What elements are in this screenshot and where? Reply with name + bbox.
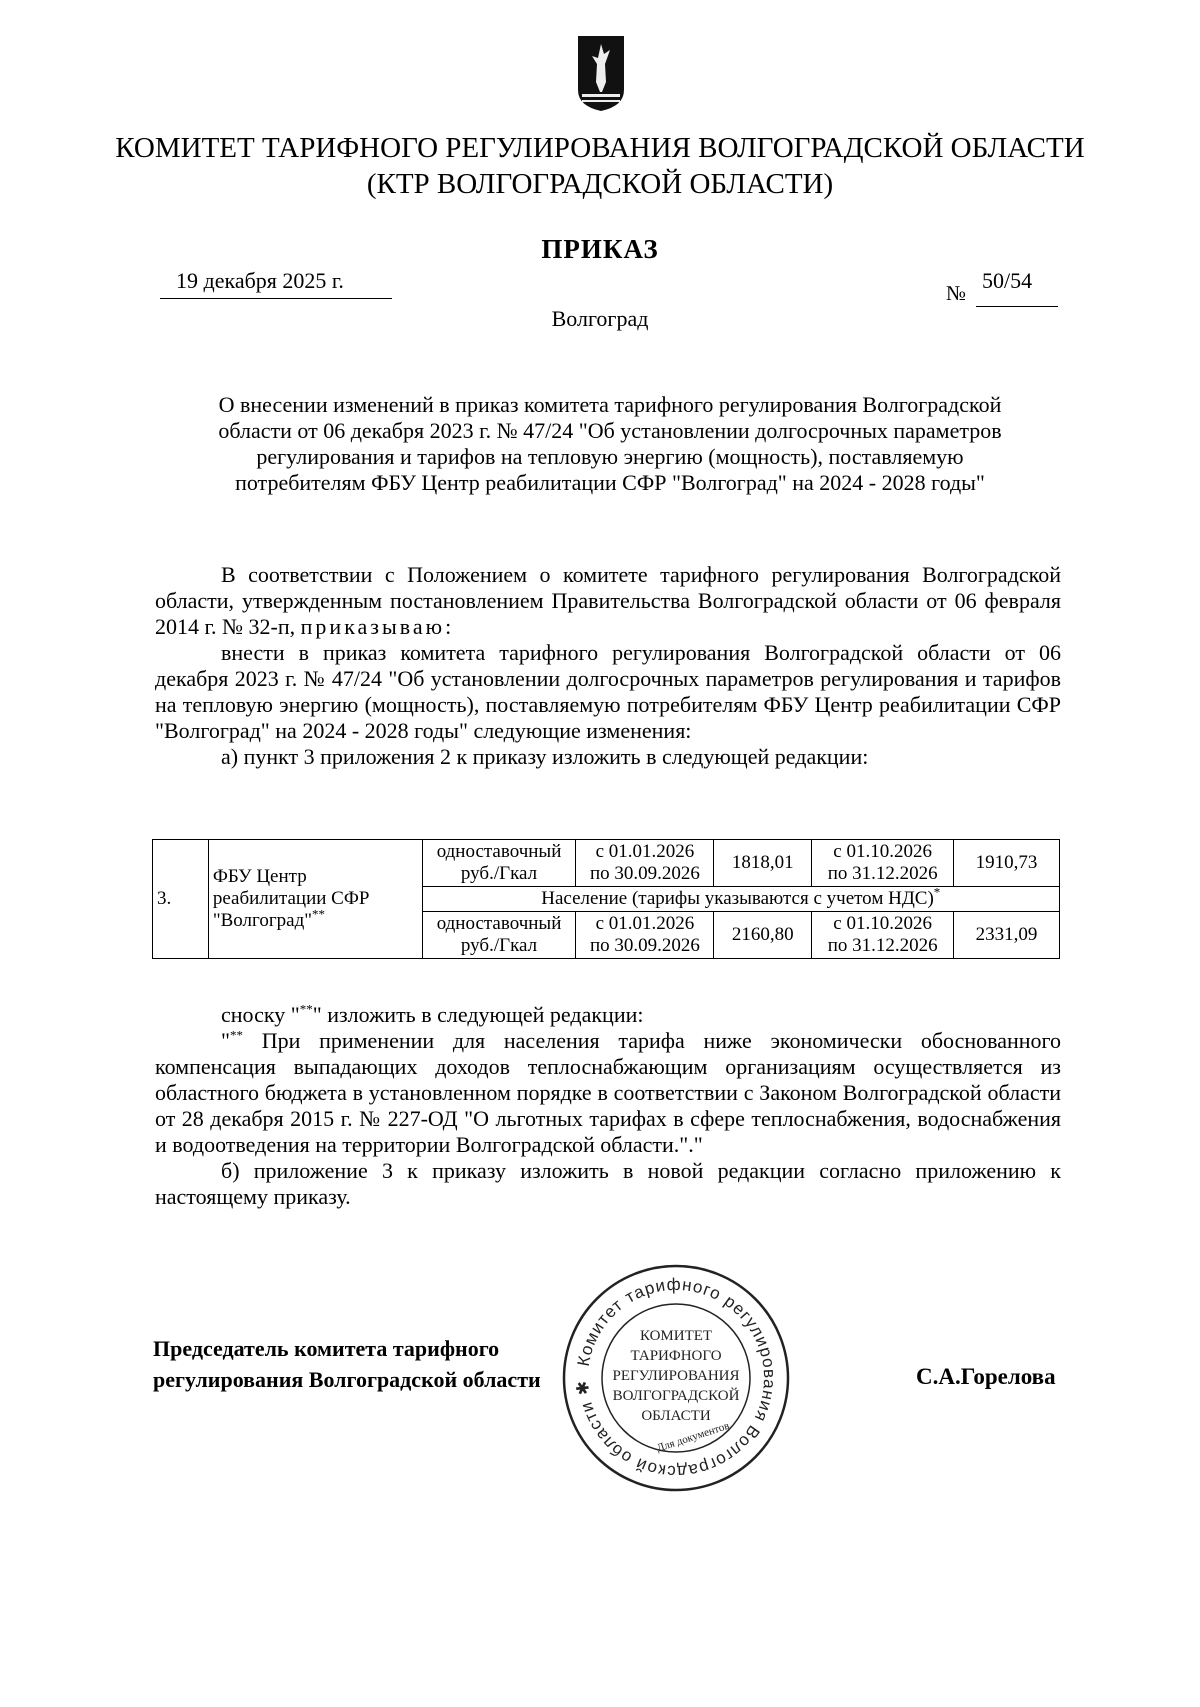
period-to: по 30.09.2026 <box>589 935 700 956</box>
official-seal <box>560 1262 792 1494</box>
document-number-label: № <box>946 281 967 305</box>
period-to: по 31.12.2026 <box>827 935 938 956</box>
rate-type-cell <box>422 912 576 959</box>
organization-name-text: ФБУ Центр реабилитации СФР "Волгоград" <box>212 866 370 931</box>
period-to: по 30.09.2026 <box>589 863 700 884</box>
footnote-marker: ** <box>312 906 326 922</box>
preamble-text: В соответствии с Положением о комитете тарифного регулирования Волгоградской области, утвержденным постановлением Правительства Волгоградской области от 06 февраля 2014 г. № 32-п, <box>155 562 1061 639</box>
paragraph-footnote-intro <box>155 1002 1061 1028</box>
organization-cell <box>208 840 422 959</box>
organization-name: КОМИТЕТ ТАРИФНОГО РЕГУЛИРОВАНИЯ ВОЛГОГРАДСКОЙ ОБЛАСТИ <box>115 132 1085 164</box>
document-subject <box>160 392 1060 496</box>
signatory-title <box>153 1333 541 1395</box>
value2-cell: 1910,73 <box>954 840 1060 887</box>
period-from: с 01.01.2026 <box>595 841 695 862</box>
unit: руб./Гкал <box>460 935 538 956</box>
period1-cell <box>576 912 714 959</box>
period2-cell <box>812 912 954 959</box>
period-from: с 01.10.2026 <box>833 913 932 934</box>
order-word: приказываю: <box>300 614 455 639</box>
organization-title <box>0 130 1200 202</box>
period-to: по 31.12.2026 <box>827 863 938 884</box>
population-label-cell <box>422 884 1059 912</box>
subject-line: О внесении изменений в приказ комитета тарифного регулирования Волгоградской <box>218 392 1002 417</box>
subject-line: потребителям ФБУ Центр реабилитации СФР "Волгоград" на 2024 - 2028 годы" <box>235 470 985 495</box>
svg-text:РЕГУЛИРОВАНИЯ: РЕГУЛИРОВАНИЯ <box>612 1368 740 1384</box>
footnote-intro-start: сноску " <box>221 1002 300 1027</box>
table-row <box>153 840 1060 887</box>
paragraph-item-a: а) пункт 3 приложения 2 к приказу изложить в следующей редакции: <box>221 744 869 769</box>
subject-line: регулирования и тарифов на тепловую энергию (мощность), поставляемую <box>256 444 964 469</box>
date-underline <box>160 298 392 299</box>
document-type: ПРИКАЗ <box>541 234 659 264</box>
footnote-marker: ** <box>299 1001 313 1017</box>
document-city: Волгоград <box>551 306 649 331</box>
rate-type-cell <box>422 840 576 887</box>
signatory-title-line: регулирования Волгоградской области <box>153 1367 541 1392</box>
coat-of-arms-emblem <box>576 34 626 112</box>
paragraph-footnote-text <box>155 1028 1061 1158</box>
value1-cell: 1818,01 <box>714 840 812 887</box>
footnote-marker: ** <box>229 1027 243 1043</box>
pop-value2-cell: 2331,09 <box>954 912 1060 959</box>
svg-text:ВОЛГОГРАДСКОЙ: ВОЛГОГРАДСКОЙ <box>612 1388 740 1404</box>
document-body-top <box>155 562 1061 770</box>
svg-text:ОБЛАСТИ: ОБЛАСТИ <box>641 1408 711 1424</box>
document-date: 19 декабря 2025 г. <box>176 268 344 293</box>
period-from: с 01.10.2026 <box>833 841 932 862</box>
document-number: 50/54 <box>982 268 1033 293</box>
svg-text:Комитет тарифного регулировани: Комитет тарифного регулирования Волгоградской области ✱ <box>572 1274 780 1482</box>
unit: руб./Гкал <box>460 863 538 884</box>
footnote-text: При применении для населения тарифа ниже экономически обоснованного компенсация выпадающих доходов теплоснабжающим организациям осуществляется из областного бюджета в установленном порядке в соответствии с Законом Волгоградской области от 28 декабря 2015 г. № 227-ОД "О льготных тарифах в сфере теплоснабжения, водоснабжения и водоотведения на территории Волгоградской области."." <box>155 1028 1061 1157</box>
document-body-bottom <box>155 1002 1061 1210</box>
footnote-marker: * <box>933 884 941 900</box>
subject-line: области от 06 декабря 2023 г. № 47/24 "Об установлении долгосрочных параметров <box>218 418 1002 443</box>
period1-cell <box>576 840 714 887</box>
rate-type: одноставочный <box>436 913 562 934</box>
period-from: с 01.01.2026 <box>595 913 695 934</box>
row-number: 3. <box>153 840 209 959</box>
period2-cell <box>812 840 954 887</box>
rate-type: одноставочный <box>436 841 562 862</box>
signatory-title-line: Председатель комитета тарифного <box>153 1336 500 1361</box>
svg-text:ТАРИФНОГО: ТАРИФНОГО <box>630 1348 722 1364</box>
paragraph-preamble <box>155 562 1061 640</box>
population-label: Население (тарифы указываются с учетом НДС) <box>541 888 934 909</box>
svg-text:Для документов: Для документов <box>655 1419 731 1455</box>
signatory-name: С.А.Горелова <box>916 1364 1056 1389</box>
tariff-table <box>152 839 1060 959</box>
footnote-intro-end: " изложить в следующей редакции: <box>312 1002 644 1027</box>
pop-value1-cell: 2160,80 <box>714 912 812 959</box>
paragraph-item-b: б) приложение 3 к приказу изложить в новой редакции согласно приложению к настоящему приказу. <box>155 1158 1061 1209</box>
paragraph-amendment: внести в приказ комитета тарифного регулирования Волгоградской области от 06 декабря 2023 г. № 47/24 "Об установлении долгосрочных параметров регулирования и тарифов на тепловую энергию (мощность), поставляемую потребителям ФБУ Центр реабилитации СФР "Волгоград" на 2024 - 2028 годы" следующие изменения: <box>155 640 1061 743</box>
organization-abbreviation: (КТР ВОЛГОГРАДСКОЙ ОБЛАСТИ) <box>366 168 834 200</box>
quote-mark: " <box>221 1028 230 1053</box>
svg-text:КОМИТЕТ: КОМИТЕТ <box>639 1328 713 1344</box>
